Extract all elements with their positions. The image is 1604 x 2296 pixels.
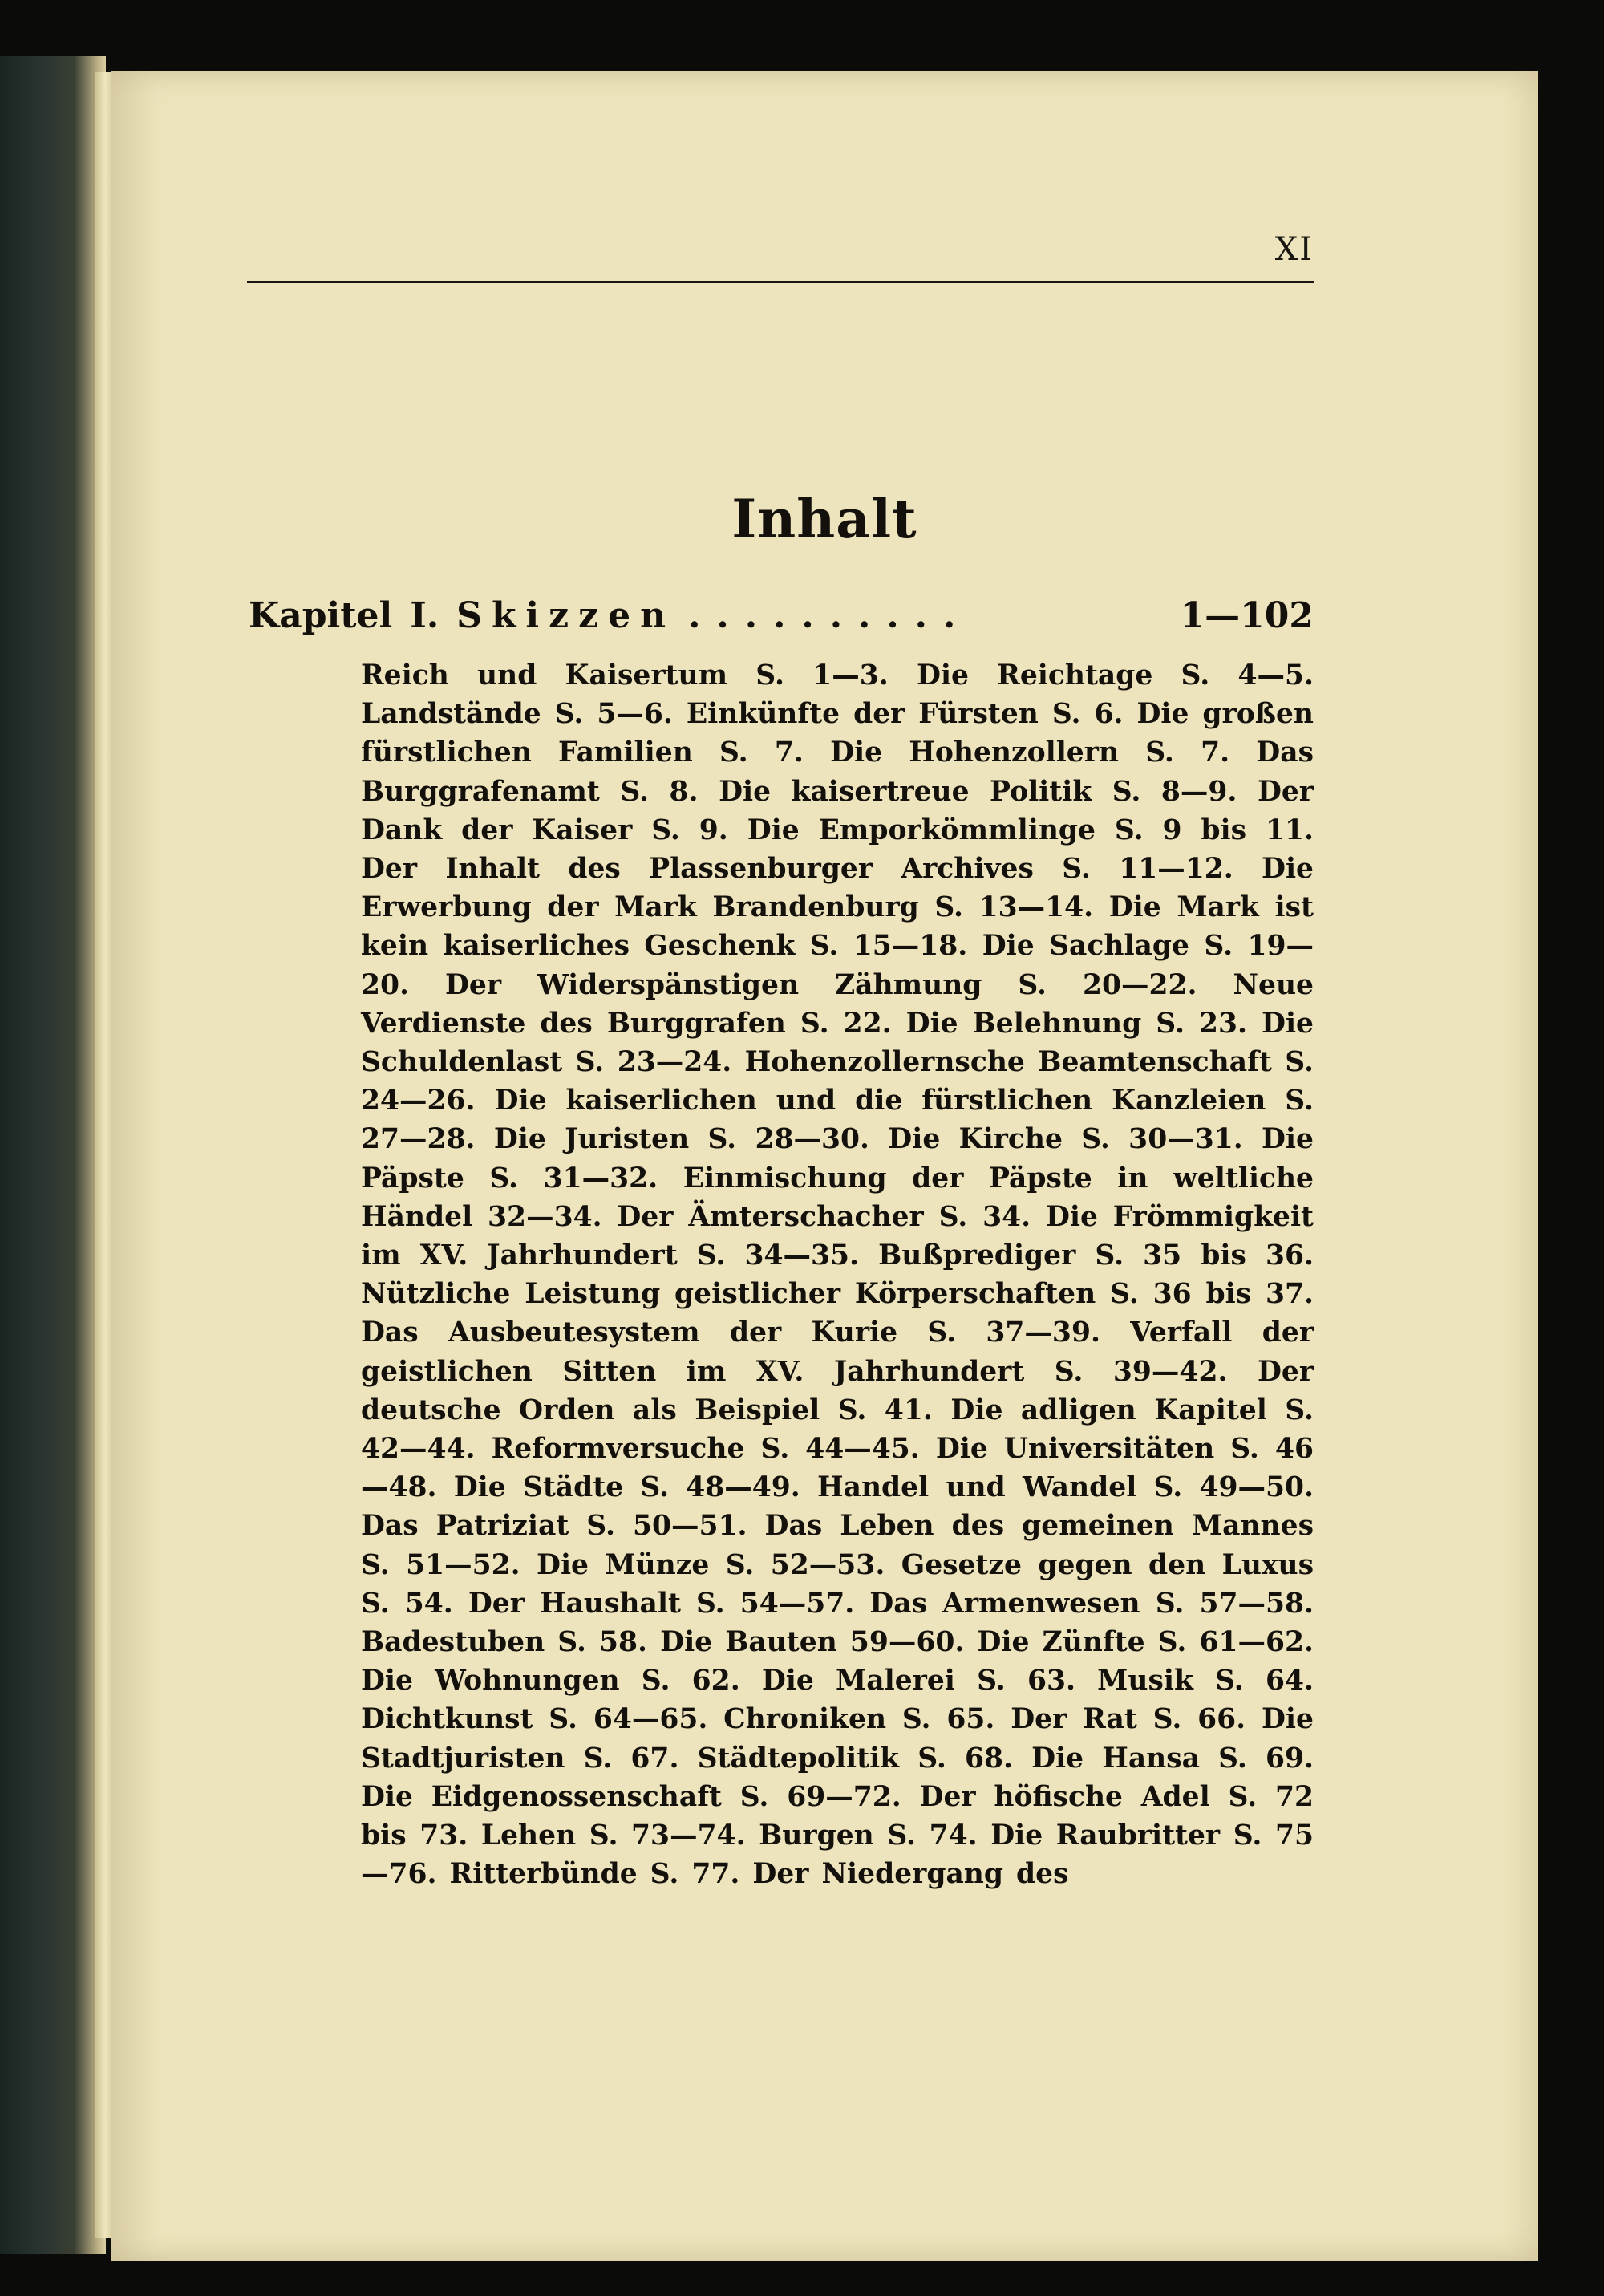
dot-leader: .......... (688, 595, 972, 636)
chapter-heading (249, 595, 1314, 651)
contents-paragraph: Reich und Kaisertum S. 1—3. Die Reichtage S. 4—5. Landstände S. 5—6. Einkünfte der Fürsten S. 6. Die großen fürstlichen Familien S. 7. Die Hohenzollern S. 7. Das Burggrafenamt S. 8. Die kaisertreue Politik S. 8—9. Der Dank der Kaiser S. 9. Die Emporkömmlinge S. 9 bis 11. Der Inhalt des Plassenburger Archives S. 11—12. Die Erwerbung der Mark Brandenburg S. 13—14. Die Mark ist kein kaiserliches Geschenk S. 15—18. Die Sachlage S. 19—20. Der Widerspänstigen Zähmung S. 20—22. Neue Verdienste des Burggrafen S. 22. Die Belehnung S. 23. Die Schuldenlast S. 23—24. Hohenzollernsche Beamtenschaft S. 24—26. Die kaiserlichen und die fürstlichen Kanzleien S. 27—28. Die Juristen S. 28—30. Die Kirche S. 30—31. Die Päpste S. 31—32. Einmischung der Päpste in weltliche Händel 32—34. Der Ämterschacher S. 34. Die Frömmigkeit im XV. Jahrhundert S. 34—35. Bußprediger S. 35 bis 36. Nützliche Leistung geistlicher Körperschaften S. 36 bis 37. Das Ausbeutesystem der Kurie S. 37—39. Verfall der geistlichen Sitten im XV. Jahrhundert S. 39—42. Der deutsche Orden als Beispiel S. 41. Die adligen Kapitel S. 42—44. Reformversuche S. 44—45. Die Universitäten S. 46—48. Die Städte S. 48—49. Handel und Wandel S. 49—50. Das Patriziat S. 50—51. Das Leben des gemeinen Mannes S. 51—52. Die Münze S. 52—53. Gesetze gegen den Luxus S. 54. Der Haushalt S. 54—57. Das Armenwesen S. 57—58. Badestuben S. 58. Die Bauten 59—60. Die Zünfte S. 61—62. Die Wohnungen S. 62. Die Malerei S. 63. Musik S. 64. Dichtkunst S. 64—65. Chroniken S. 65. Der Rat S. 66. Die Stadtjuristen S. 67. Städtepolitik S. 68. Die Hansa S. 69. Die Eidgenossenschaft S. 69—72. Der höfische Adel S. 72 bis 73. Lehen S. 73—74. Burgen S. 74. Die Raubritter S. 75—76. Ritterbünde S. 77. Der Niedergang des (361, 659, 1314, 1891)
chapter-number: I. (410, 595, 439, 636)
page-title: Inhalt (731, 488, 917, 550)
page-number: XI (1274, 231, 1314, 268)
header-rule (247, 281, 1314, 283)
chapter-page-range: 1—102 (1180, 595, 1314, 636)
chapter-name: Skizzen (456, 595, 676, 636)
book-cover-binding (0, 56, 106, 2254)
book-page (111, 71, 1538, 2261)
page-gutter-edge (95, 72, 112, 2238)
running-head (247, 231, 1314, 295)
chapter-contents (361, 656, 1314, 1894)
chapter-label: Kapitel (249, 595, 393, 636)
